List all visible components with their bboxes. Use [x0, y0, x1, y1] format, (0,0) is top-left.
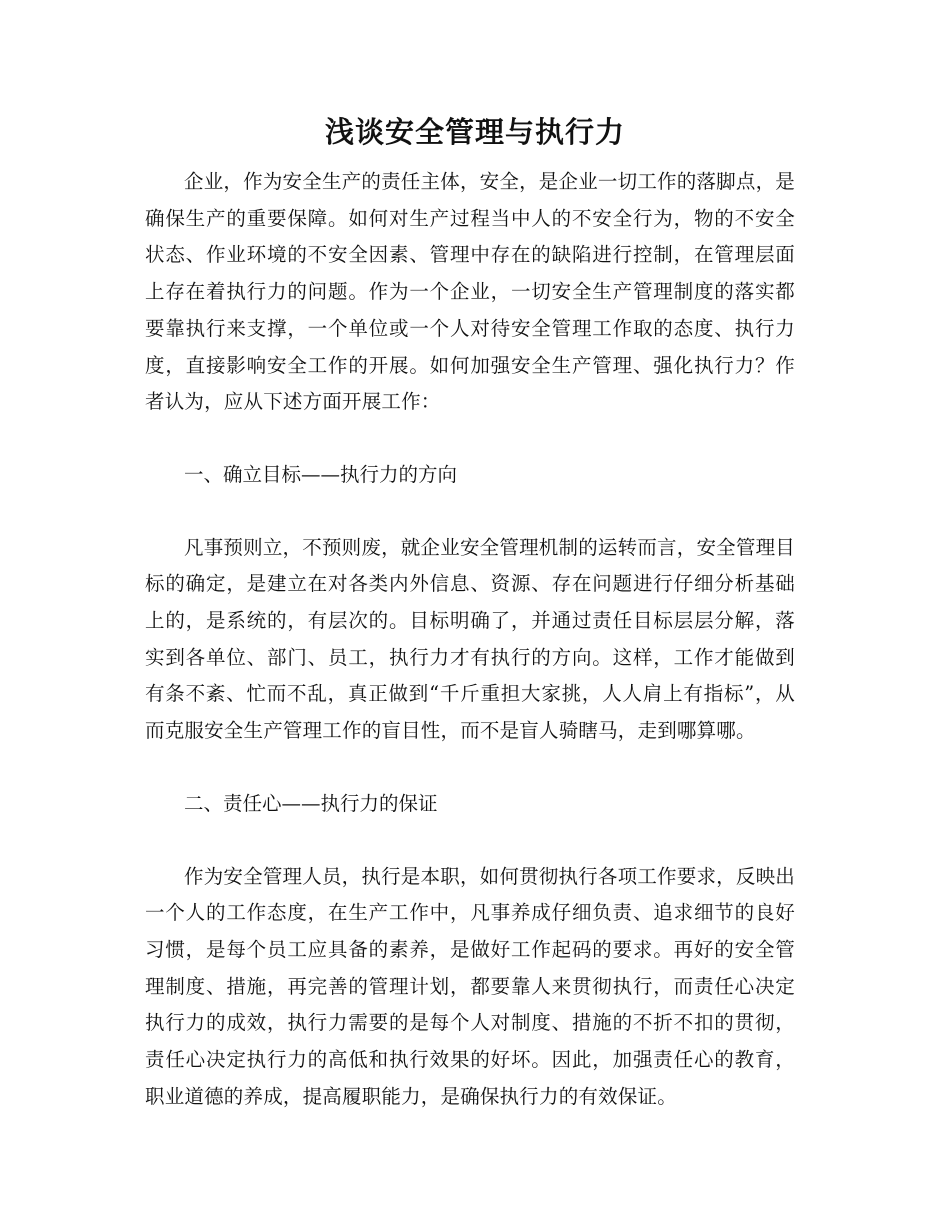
section-heading-goals: 一、确立目标——执行力的方向	[184, 462, 458, 486]
document-title: 浅谈安全管理与执行力	[324, 115, 625, 149]
paragraph-spacer	[145, 421, 795, 457]
paragraph-spacer	[145, 750, 795, 786]
paragraph-spacer	[145, 494, 795, 530]
section-heading-responsibility: 二、责任心——执行力的保证	[184, 791, 438, 815]
document-body	[145, 164, 795, 1115]
responsibility-paragraph: 作为安全管理人员，执行是本职，如何贯彻执行各项工作要求，反映出一个人的工作态度，在生产工作中，凡事养成仔细负责、追求细节的良好习惯，是每个员工应具备的素养，是做好工作起码的要求。再好的安全管理制度、措施，再完善的管理计划，都要靠人来贯彻执行，而责任心决定执行力的成效，执行力需要的是每个人对制度、措施的不折不扣的贯彻，责任心决定执行力的高低和执行效果的好坏。因此，加强责任心的教育，职业道德的养成，提高履职能力，是确保执行力的有效保证。	[145, 864, 795, 1108]
paragraph-spacer	[145, 823, 795, 859]
goals-paragraph: 凡事预则立，不预则废，就企业安全管理机制的运转而言，安全管理目标的确定，是建立在对各类内外信息、资源、存在问题进行仔细分析基础上的，是系统的，有层次的。目标明确了，并通过责任目标层层分解，落实到各单位、部门、员工，执行力才有执行的方向。这样，工作才能做到有条不紊、忙而不乱，真正做到“千斤重担大家挑，人人肩上有指标”，从而克服安全生产管理工作的盲目性，而不是盲人骑瞎马，走到哪算哪。	[145, 535, 795, 743]
intro-paragraph: 企业，作为安全生产的责任主体，安全，是企业一切工作的落脚点，是确保生产的重要保障。如何对生产过程当中人的不安全行为，物的不安全状态、作业环境的不安全因素、管理中存在的缺陷进行控制，在管理层面上存在着执行力的问题。作为一个企业，一切安全生产管理制度的落实都要靠执行来支撑，一个单位或一个人对待安全管理工作取的态度、执行力度，直接影响安全工作的开展。如何加强安全生产管理、强化执行力？作者认为，应从下述方面开展工作：	[145, 170, 795, 414]
